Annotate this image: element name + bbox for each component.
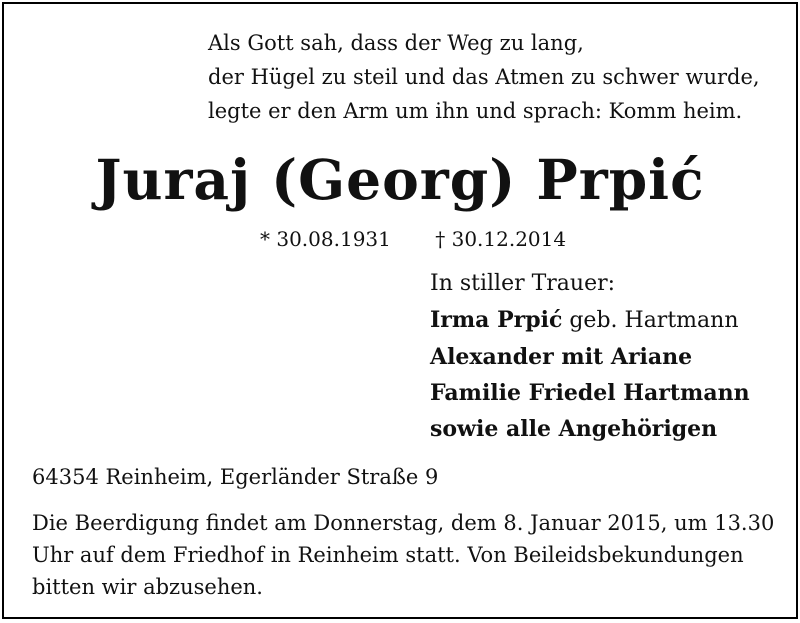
poem-line: legte er den Arm um ihn und sprach: Komm heim. (208, 99, 743, 123)
poem-line: der Hügel zu steil und das Atmen zu schwer wurde, (208, 65, 760, 89)
mourner-item: Familie Friedel Hartmann (430, 380, 750, 406)
mourner-item: Alexander mit Ariane (430, 344, 693, 370)
funeral-line: Uhr auf dem Friedhof in Reinheim statt. Von Beileidsbekundungen (32, 543, 744, 567)
mourners-heading: In stiller Trauer: (430, 271, 616, 296)
funeral-notice (32, 507, 778, 603)
funeral-line: bitten wir abzusehen. (32, 575, 263, 599)
memorial-poem (208, 26, 760, 128)
life-dates (260, 224, 566, 254)
mourner-primary-suffix: geb. Hartmann (562, 308, 739, 333)
obituary-notice (2, 2, 798, 619)
mourner-item: sowie alle Angehörigen (430, 416, 718, 442)
mourner-primary-name: Irma Prpić (430, 307, 563, 333)
deceased-name: Juraj (Georg) Prpić (95, 147, 705, 212)
family-address: 64354 Reinheim, Egerländer Straße 9 (32, 465, 439, 489)
mourner-primary (430, 302, 750, 339)
birth-date: * 30.08.1931 (260, 227, 391, 251)
funeral-line: Die Beerdigung findet am Donnerstag, dem 8. Januar 2015, um 13.30 (32, 511, 775, 535)
mourners-list (430, 266, 750, 447)
death-date: † 30.12.2014 (435, 227, 567, 251)
poem-line: Als Gott sah, dass der Weg zu lang, (208, 31, 584, 55)
